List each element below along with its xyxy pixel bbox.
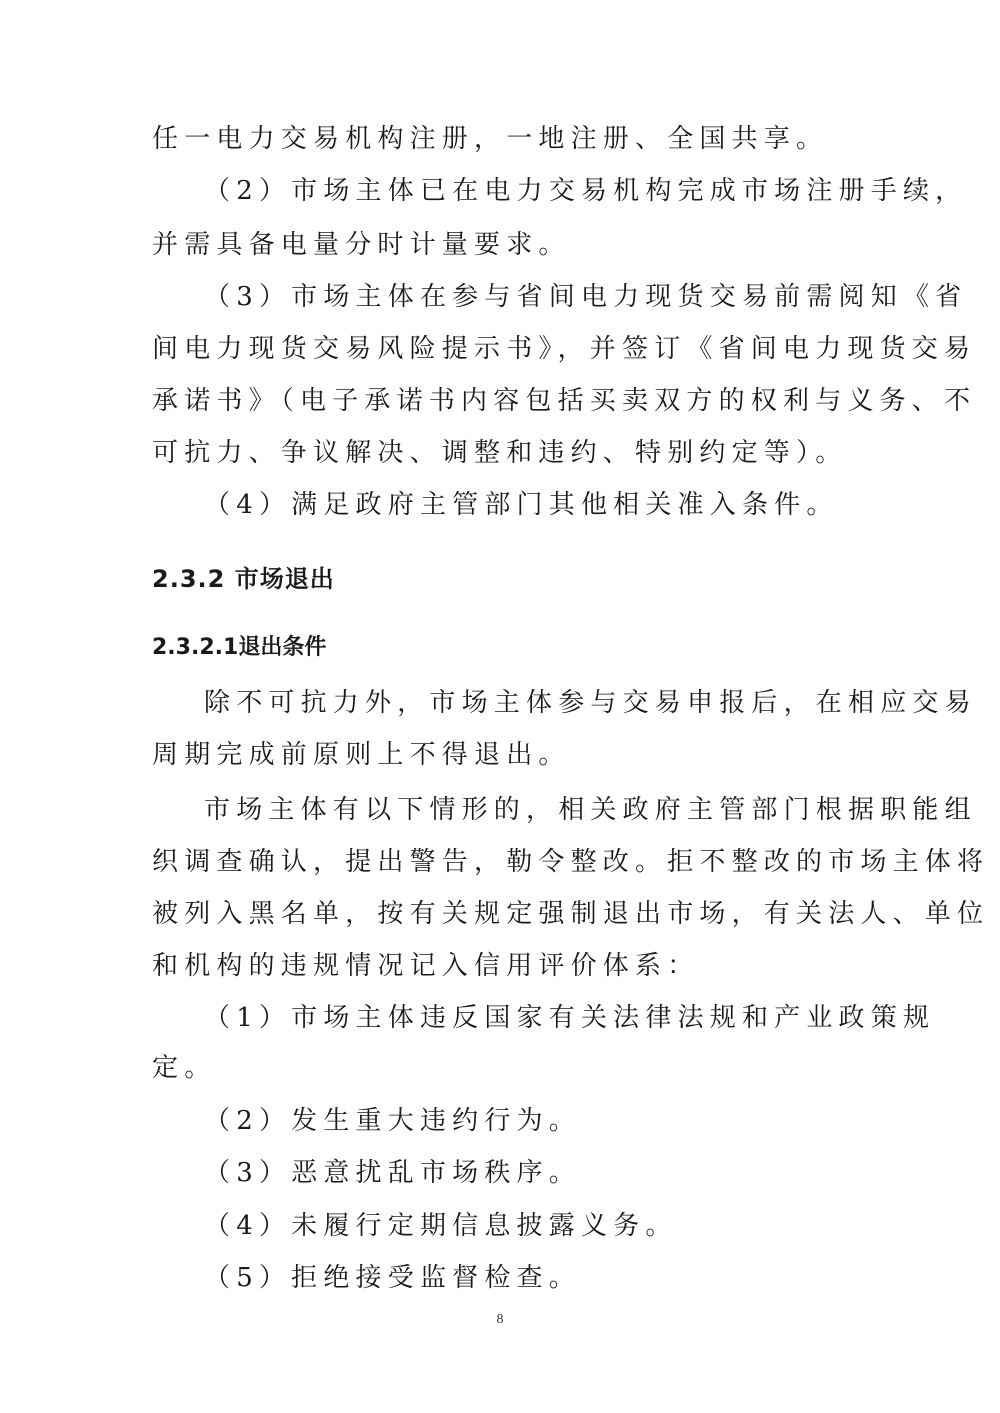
subsection-number: 2.3.2.1 bbox=[152, 635, 239, 660]
paragraph-line: 并需具备电量分时计量要求。 bbox=[152, 230, 571, 260]
paragraph-line: （2）市场主体已在电力交易机构完成市场注册手续， bbox=[204, 176, 968, 206]
paragraph-line: 和机构的违规情况记入信用评价体系： bbox=[152, 951, 700, 981]
paragraph-line: （5）拒绝接受监督检查。 bbox=[204, 1263, 581, 1293]
paragraph-line: 市场主体有以下情形的，相关政府主管部门根据职能组 bbox=[204, 795, 977, 825]
section-number: 2.3.2 bbox=[152, 565, 226, 593]
section-heading bbox=[152, 564, 335, 594]
subsection-title: 退出条件 bbox=[238, 635, 327, 660]
paragraph-line: 定。 bbox=[152, 1053, 217, 1083]
section-title: 市场退出 bbox=[234, 565, 335, 593]
paragraph-line: 织调查确认，提出警告，勒令整改。拒不整改的市场主体将 bbox=[152, 847, 990, 877]
page-number: 8 bbox=[496, 1312, 504, 1327]
paragraph-line: 除不可抗力外，市场主体参与交易申报后，在相应交易 bbox=[204, 688, 977, 718]
paragraph-line: 可抗力、争议解决、调整和违约、特别约定等）。 bbox=[152, 438, 848, 468]
paragraph-line: （2）发生重大违约行为。 bbox=[204, 1106, 581, 1136]
paragraph-line: 承诺书》（电子承诺书内容包括买卖双方的权利与义务、不 bbox=[152, 386, 977, 416]
paragraph-line: 任一电力交易机构注册，一地注册、全国共享。 bbox=[152, 124, 829, 154]
subsection-heading bbox=[152, 634, 326, 662]
paragraph-line: （4）满足政府主管部门其他相关准入条件。 bbox=[204, 490, 839, 520]
paragraph-line: （3）市场主体在参与省间电力现货交易前需阅知《省 bbox=[204, 282, 968, 312]
paragraph-line: （3）恶意扰乱市场秩序。 bbox=[204, 1158, 581, 1188]
paragraph-line: 周期完成前原则上不得退出。 bbox=[152, 740, 571, 770]
paragraph-line: 间电力现货交易风险提示书》，并签订《省间电力现货交易 bbox=[152, 334, 977, 364]
paragraph-line: 被列入黑名单，按有关规定强制退出市场，有关法人、单位 bbox=[152, 899, 990, 929]
paragraph-line: （1）市场主体违反国家有关法律法规和产业政策规 bbox=[204, 1003, 936, 1033]
paragraph-line: （4）未履行定期信息披露义务。 bbox=[204, 1211, 678, 1241]
